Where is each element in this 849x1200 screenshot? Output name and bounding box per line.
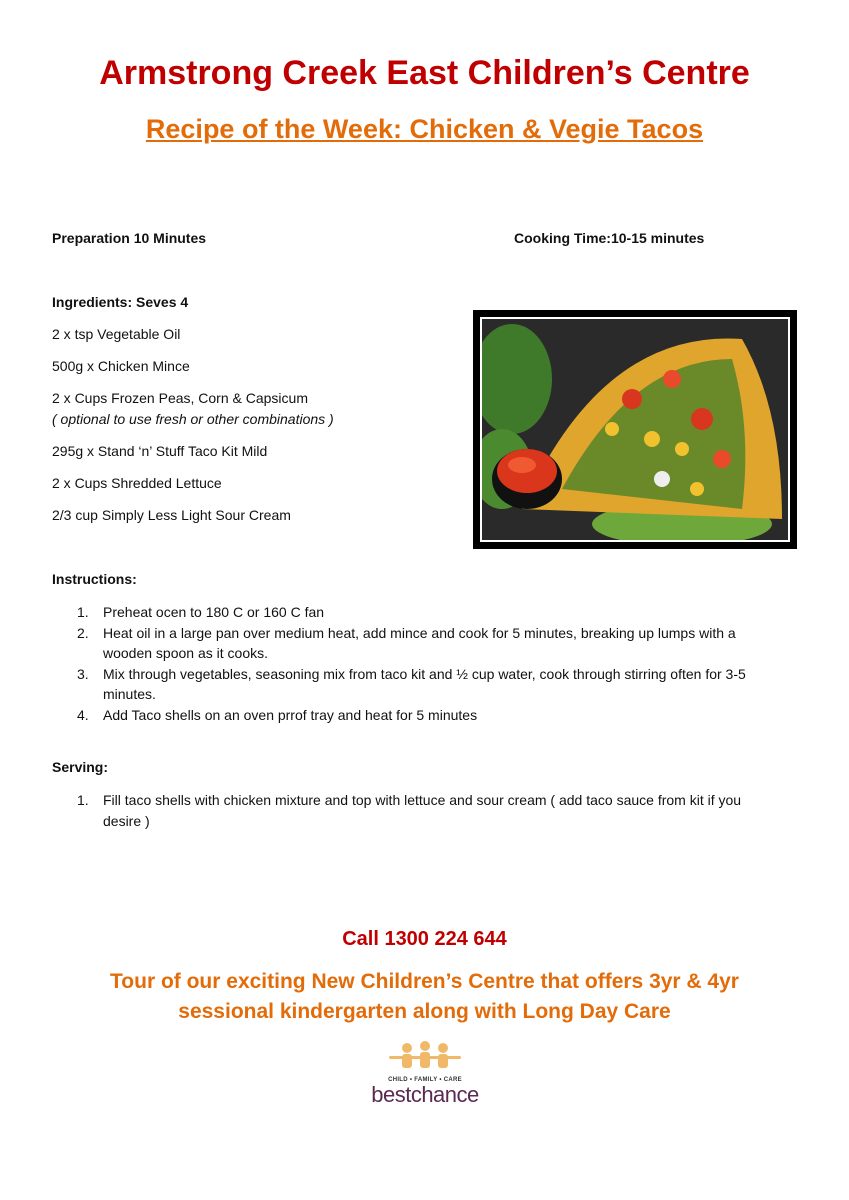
- page-title: Armstrong Creek East Children’s Centre: [99, 54, 750, 92]
- step-number: 4.: [77, 706, 89, 723]
- recipe-title: Recipe of the Week: Chicken & Vegie Tacos: [145, 114, 704, 144]
- step-number: 1.: [77, 604, 89, 620]
- ingredient-item: 295g x Stand ‘n’ Stuff Taco Kit Mild: [52, 443, 268, 459]
- step-text: Preheat ocen to 180 C or 160 C fan: [103, 604, 325, 620]
- tour-text: Tour of our exciting New Children’s Centre that offers 3yr & 4yr sessional kindergarten along with Long Day Care: [110, 970, 739, 1023]
- ingredient-item: 500g x Chicken Mince: [52, 358, 190, 374]
- preparation-time: Preparation 10 Minutes: [52, 230, 207, 246]
- serving-step: [52, 790, 782, 831]
- bestchance-logo: [359, 1038, 491, 1118]
- step-text: Fill taco shells with chicken mixture and top with lettuce and sour cream ( add taco sauce from kit if you desire ): [103, 792, 742, 829]
- taco-photo-frame: [480, 317, 790, 542]
- serving-list: [52, 790, 782, 831]
- taco-photo: [473, 310, 797, 549]
- instructions-list: [52, 602, 782, 725]
- taco-illustration: [482, 319, 788, 540]
- instruction-step: [52, 602, 782, 623]
- instruction-step: [52, 705, 782, 726]
- step-text: Add Taco shells on an oven prrof tray and heat for 5 minutes: [103, 706, 478, 723]
- phone-number: Call 1300 224 644: [342, 928, 507, 950]
- step-number: 1.: [77, 792, 89, 808]
- logo-tagline: CHILD • FAMILY • CARE: [388, 1077, 462, 1083]
- ingredient-item: 2/3 cup Simply Less Light Sour Cream: [52, 507, 291, 523]
- children-figures-icon: [359, 1038, 491, 1078]
- ingredient-note: ( optional to use fresh or other combinations ): [52, 411, 334, 427]
- ingredient-item: 2 x tsp Vegetable Oil: [52, 326, 181, 342]
- step-text: Mix through vegetables, seasoning mix from taco kit and ½ cup water, cook through stirring often for 3-5 minutes.: [103, 665, 746, 702]
- ingredients-heading: Ingredients: Seves 4: [52, 294, 189, 310]
- instruction-step: [52, 623, 782, 664]
- logo-wordmark: bestchance: [371, 1082, 479, 1107]
- step-number: 2.: [77, 624, 89, 641]
- step-text: Heat oil in a large pan over medium heat, add mince and cook for 5 minutes, breaking up lumps with a wooden spoon as it cooks.: [103, 624, 736, 661]
- serving-heading: Serving:: [52, 759, 109, 775]
- ingredient-item-with-note: [52, 388, 452, 430]
- ingredients-list: [52, 324, 452, 537]
- ingredient-item: 2 x Cups Shredded Lettuce: [52, 475, 222, 491]
- ingredient-item: 2 x Cups Frozen Peas, Corn & Capsicum: [52, 390, 308, 406]
- cooking-time: Cooking Time:10-15 minutes: [514, 230, 705, 246]
- step-number: 3.: [77, 665, 89, 682]
- instruction-step: [52, 664, 782, 705]
- instructions-heading: Instructions:: [52, 571, 137, 587]
